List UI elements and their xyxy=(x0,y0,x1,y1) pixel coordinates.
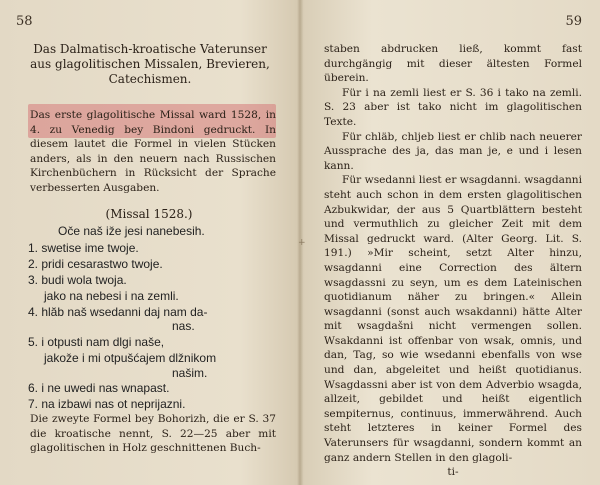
prayer-title: Oče naš iže jesi nanebesih. xyxy=(58,224,205,238)
right-text-block xyxy=(324,42,582,480)
prayer-line: jakože i mi otpušćajem dlžnikom xyxy=(44,351,217,365)
prayer-line: 3. budi wola twoja. xyxy=(28,273,127,287)
intro-rest-text: In diesem lautet die Formel in vielen Stücken anders, als in den neuern nach Russischen Kirchenbüchern in Rücksicht der Sprache verbesserten Ausgaben. xyxy=(30,123,277,194)
paragraph: staben abdrucken ließ, kommt fast durchgängig mit dieser ältesten Formel überein. xyxy=(324,43,582,85)
gutter-crosshair-icon: + xyxy=(298,238,306,248)
right-page xyxy=(302,0,600,485)
page-number-right: 59 xyxy=(565,14,582,29)
hyphen-continuation: ti- xyxy=(447,466,459,479)
prayer-line: 2. pridi cesarastwo twoje. xyxy=(28,257,163,271)
prayer-line: 4. hlăb naš wsedanni daj nam da- xyxy=(28,305,208,319)
paragraph: Für chläb, chljeb liest er chlib nach neuerer Aussprache des ja, das man je, e und i lesen kann. xyxy=(324,130,582,172)
prayer-line: našim. xyxy=(172,366,208,380)
paragraph: Für i na zemli liest er S. 36 i tako na zemli. S. 23 aber ist tako nicht im glagolitischen Texte. xyxy=(324,86,582,128)
prayer-line: nas. xyxy=(172,319,195,333)
missal-subheading: (Missal 1528.) xyxy=(105,207,193,221)
left-page xyxy=(0,0,298,485)
intro-paragraph xyxy=(30,108,276,196)
paragraph: Für wsedanni liest er wsagdanni. wsagdanni steht auch schon in dem ersten glagolitischen Azbukwidar, der aus 5 Quartblättern besteht und vermuthlich zu gleicher Zeit mit dem Missal gedruckt ward. (Alter Georg. Lit. S. 191.) »Mir scheint, setzt Alter hinzu, wsagdanni eine Correction des ältern wsagdassni zu seyn, um es dem Lateinischen quotidianum näher zu bringen.« Allein wsagdanni (sonst auch wsakdanni) hätte Alter mit wsagdašni nicht vermengen sollen. Wsakdanni ist offenbar von wsak, omnis, und dan, Tag, so wie wsedanni ebenfalls von wse und dan, abgeleitet und heißt quotidianus. Wsagdassni aber ist von dem Adverbio wsagda, allzeit, gebildet und heißt eigentlich sempiternus, continuus, immerwährend. Auch steht letzteres in keiner Formel des Vaterunsers für wsagdanni, sondern kommt an ganz andern Stellen in den glagoli- xyxy=(324,174,582,464)
prayer-line: 1. swetise ime twoje. xyxy=(28,241,139,255)
prayer-line: 7. na izbawi nas ot neprijazni. xyxy=(28,397,186,411)
intro-highlighted-text: Das erste glagolitische Missal ward 1528, in 4. zu Venedig bey Bindoni gedruckt. xyxy=(30,109,276,136)
prayer-line: 6. i ne uwedi nas wnapast. xyxy=(28,381,170,395)
page-number-left: 58 xyxy=(16,14,33,29)
prayer-line: jako na nebesi i na zemli. xyxy=(44,289,179,303)
section-title: Das Dalmatisch-kroatische Vaterunser aus glagolitischen Missalen, Brevieren, Catechismen. xyxy=(30,42,270,86)
after-prayer-paragraph: Die zweyte Formel bey Bohorizh, die er S. 37 die kroatische nennt, S. 22—25 aber mit glagolitischen in Holz geschnittenen Buch- xyxy=(30,413,276,455)
prayer-line: 5. i otpusti nam dlgi naše, xyxy=(28,335,165,349)
